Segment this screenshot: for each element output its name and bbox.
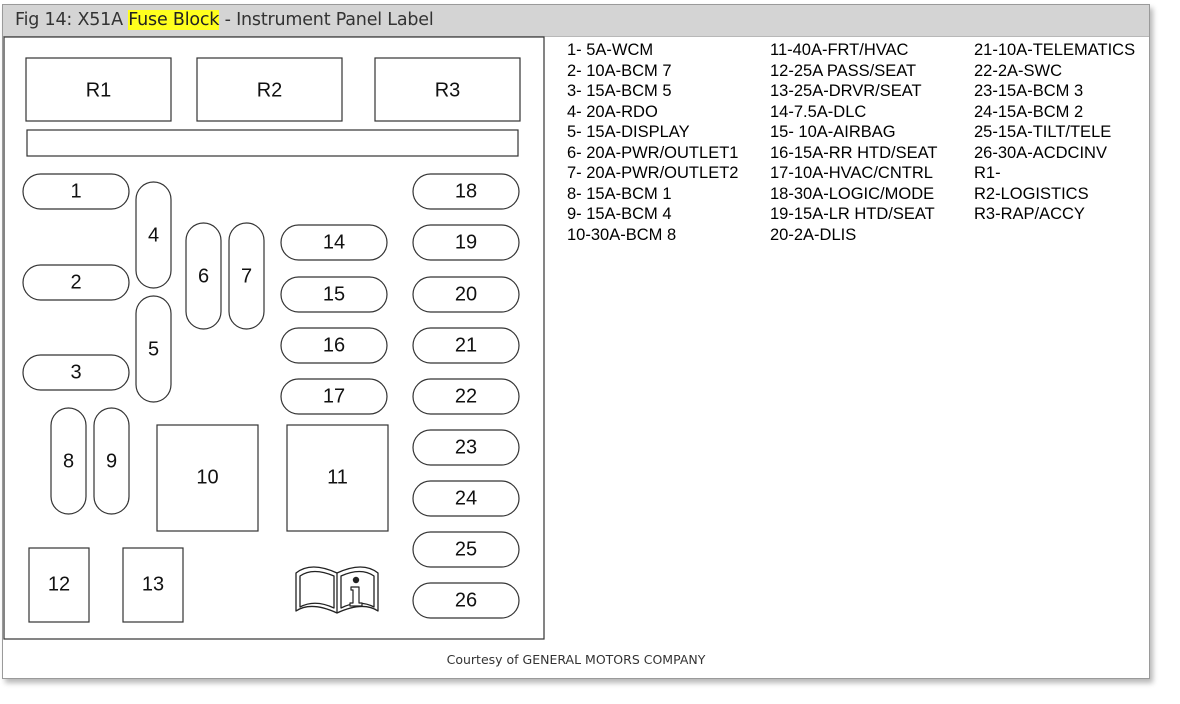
fuse-22 [413,379,519,414]
fuse-label: 5 [147,338,160,361]
fuse-label: 4 [147,224,160,247]
legend-item: 5- 15A-DISPLAY [567,123,690,141]
legend-item: 4- 20A-RDO [567,102,658,121]
fuse-18 [413,174,519,209]
fuse-10 [157,425,258,531]
fuse-7 [229,223,264,329]
fuse-label: 26 [454,589,478,612]
relay-label: R2 [256,79,283,102]
fuse-label: 24 [454,487,478,510]
legend-item: 14-7.5A-DLC [770,102,867,121]
relay-r2 [197,58,342,121]
fuse-label: 11 [327,466,348,489]
fuse-11 [287,425,388,531]
legend-item: R2-LOGISTICS [974,184,1089,203]
fuse-label: 2 [70,271,82,294]
legend-column-3 [974,40,1135,225]
legend-column-2 [770,40,937,245]
fuse-9 [94,408,129,514]
relay-r3 [375,58,520,121]
legend-item: R1- [974,164,1001,182]
fuse-label: 25 [454,538,478,561]
relay-label: R1 [85,79,112,102]
fuse-6 [186,223,221,329]
legend-item: 17-10A-HVAC/CNTRL [770,164,933,182]
fuse-label: 15 [322,283,346,306]
fuse-25 [413,532,519,567]
legend-item: 12-25A PASS/SEAT [770,61,917,80]
title-suffix: - Instrument Panel Label [219,10,434,30]
fuse-label: 3 [70,361,82,384]
legend-item: 21-10A-TELEMATICS [974,41,1136,59]
legend-item: 18-30A-LOGIC/MODE [770,184,935,203]
fuse-4 [136,182,171,288]
legend-column-1 [567,40,738,245]
fuse-label: 23 [454,436,478,459]
fuse-26 [413,583,519,618]
fuse-24 [413,481,519,516]
relay-r1 [26,58,171,121]
fuse-label: 20 [454,283,478,306]
fuse-17 [281,379,387,414]
title-prefix: Fig 14: X51A [15,10,129,30]
fuse-label: 12 [47,573,71,596]
fuse-19 [413,225,519,260]
legend-item: 25-15A-TILT/TELE [974,123,1112,141]
fuse-1 [23,174,129,209]
fuse-8 [51,408,86,514]
legend-item: 15- 10A-AIRBAG [770,123,896,141]
fuse-20 [413,277,519,312]
legend-item: 3- 15A-BCM 5 [567,82,672,100]
legend-item: 26-30A-ACDCINV [974,143,1107,162]
fuse-label: 13 [141,573,165,596]
fuse-label: 17 [322,385,346,408]
figure-frame [2,4,1150,679]
fuse-label: 10 [196,466,219,489]
legend-item: 1- 5A-WCM [567,41,654,59]
legend-item: 10-30A-BCM 8 [567,225,677,244]
legend-item: 19-15A-LR HTD/SEAT [770,205,935,223]
legend-item: 20-2A-DLIS [770,225,857,244]
fuse-13 [123,548,183,622]
fuse-14 [281,225,387,260]
legend-item: R3-RAP/ACCY [974,205,1085,223]
fuse-label: 21 [454,334,478,357]
legend-item: 2- 10A-BCM 7 [567,61,672,80]
legend-item: 24-15A-BCM 2 [974,102,1084,121]
legend-item: 16-15A-RR HTD/SEAT [770,143,938,162]
legend-item: 6- 20A-PWR/OUTLET1 [567,143,739,162]
fuse-label: 14 [322,231,346,254]
legend-item: 23-15A-BCM 3 [974,82,1084,100]
fuse-12 [29,548,89,622]
fuse-15 [281,277,387,312]
fuse-21 [413,328,519,363]
relay-label: R3 [434,79,461,102]
fuse-label: 22 [454,385,478,408]
legend-item: 8- 15A-BCM 1 [567,184,672,203]
legend-item: 13-25A-DRVR/SEAT [770,82,922,100]
fuse-label: 8 [62,450,75,473]
bus-bar-strip [27,130,518,156]
fuse-23 [413,430,519,465]
legend-item: 11-40A-FRT/HVAC [770,41,909,59]
fuse-2 [23,265,129,300]
owner-manual-info-icon [296,567,378,613]
legend-item: 7- 20A-PWR/OUTLET2 [567,164,739,182]
fuse-label: 6 [197,265,210,288]
legend-item: 9- 15A-BCM 4 [567,205,672,223]
legend-item: 22-2A-SWC [974,61,1063,80]
fuse-label: 16 [322,334,346,357]
title-highlight: Fuse Block [128,10,220,30]
fuse-label: 18 [454,180,478,203]
fuse-5 [136,296,171,402]
fuse-label: 7 [240,265,253,288]
fuse-label: 1 [70,180,82,203]
courtesy-credit: Courtesy of GENERAL MOTORS COMPANY [446,652,706,667]
fuse-label: 19 [454,231,478,254]
fuse-label: 9 [105,450,118,473]
fuse-16 [281,328,387,363]
fuse-3 [23,355,129,390]
